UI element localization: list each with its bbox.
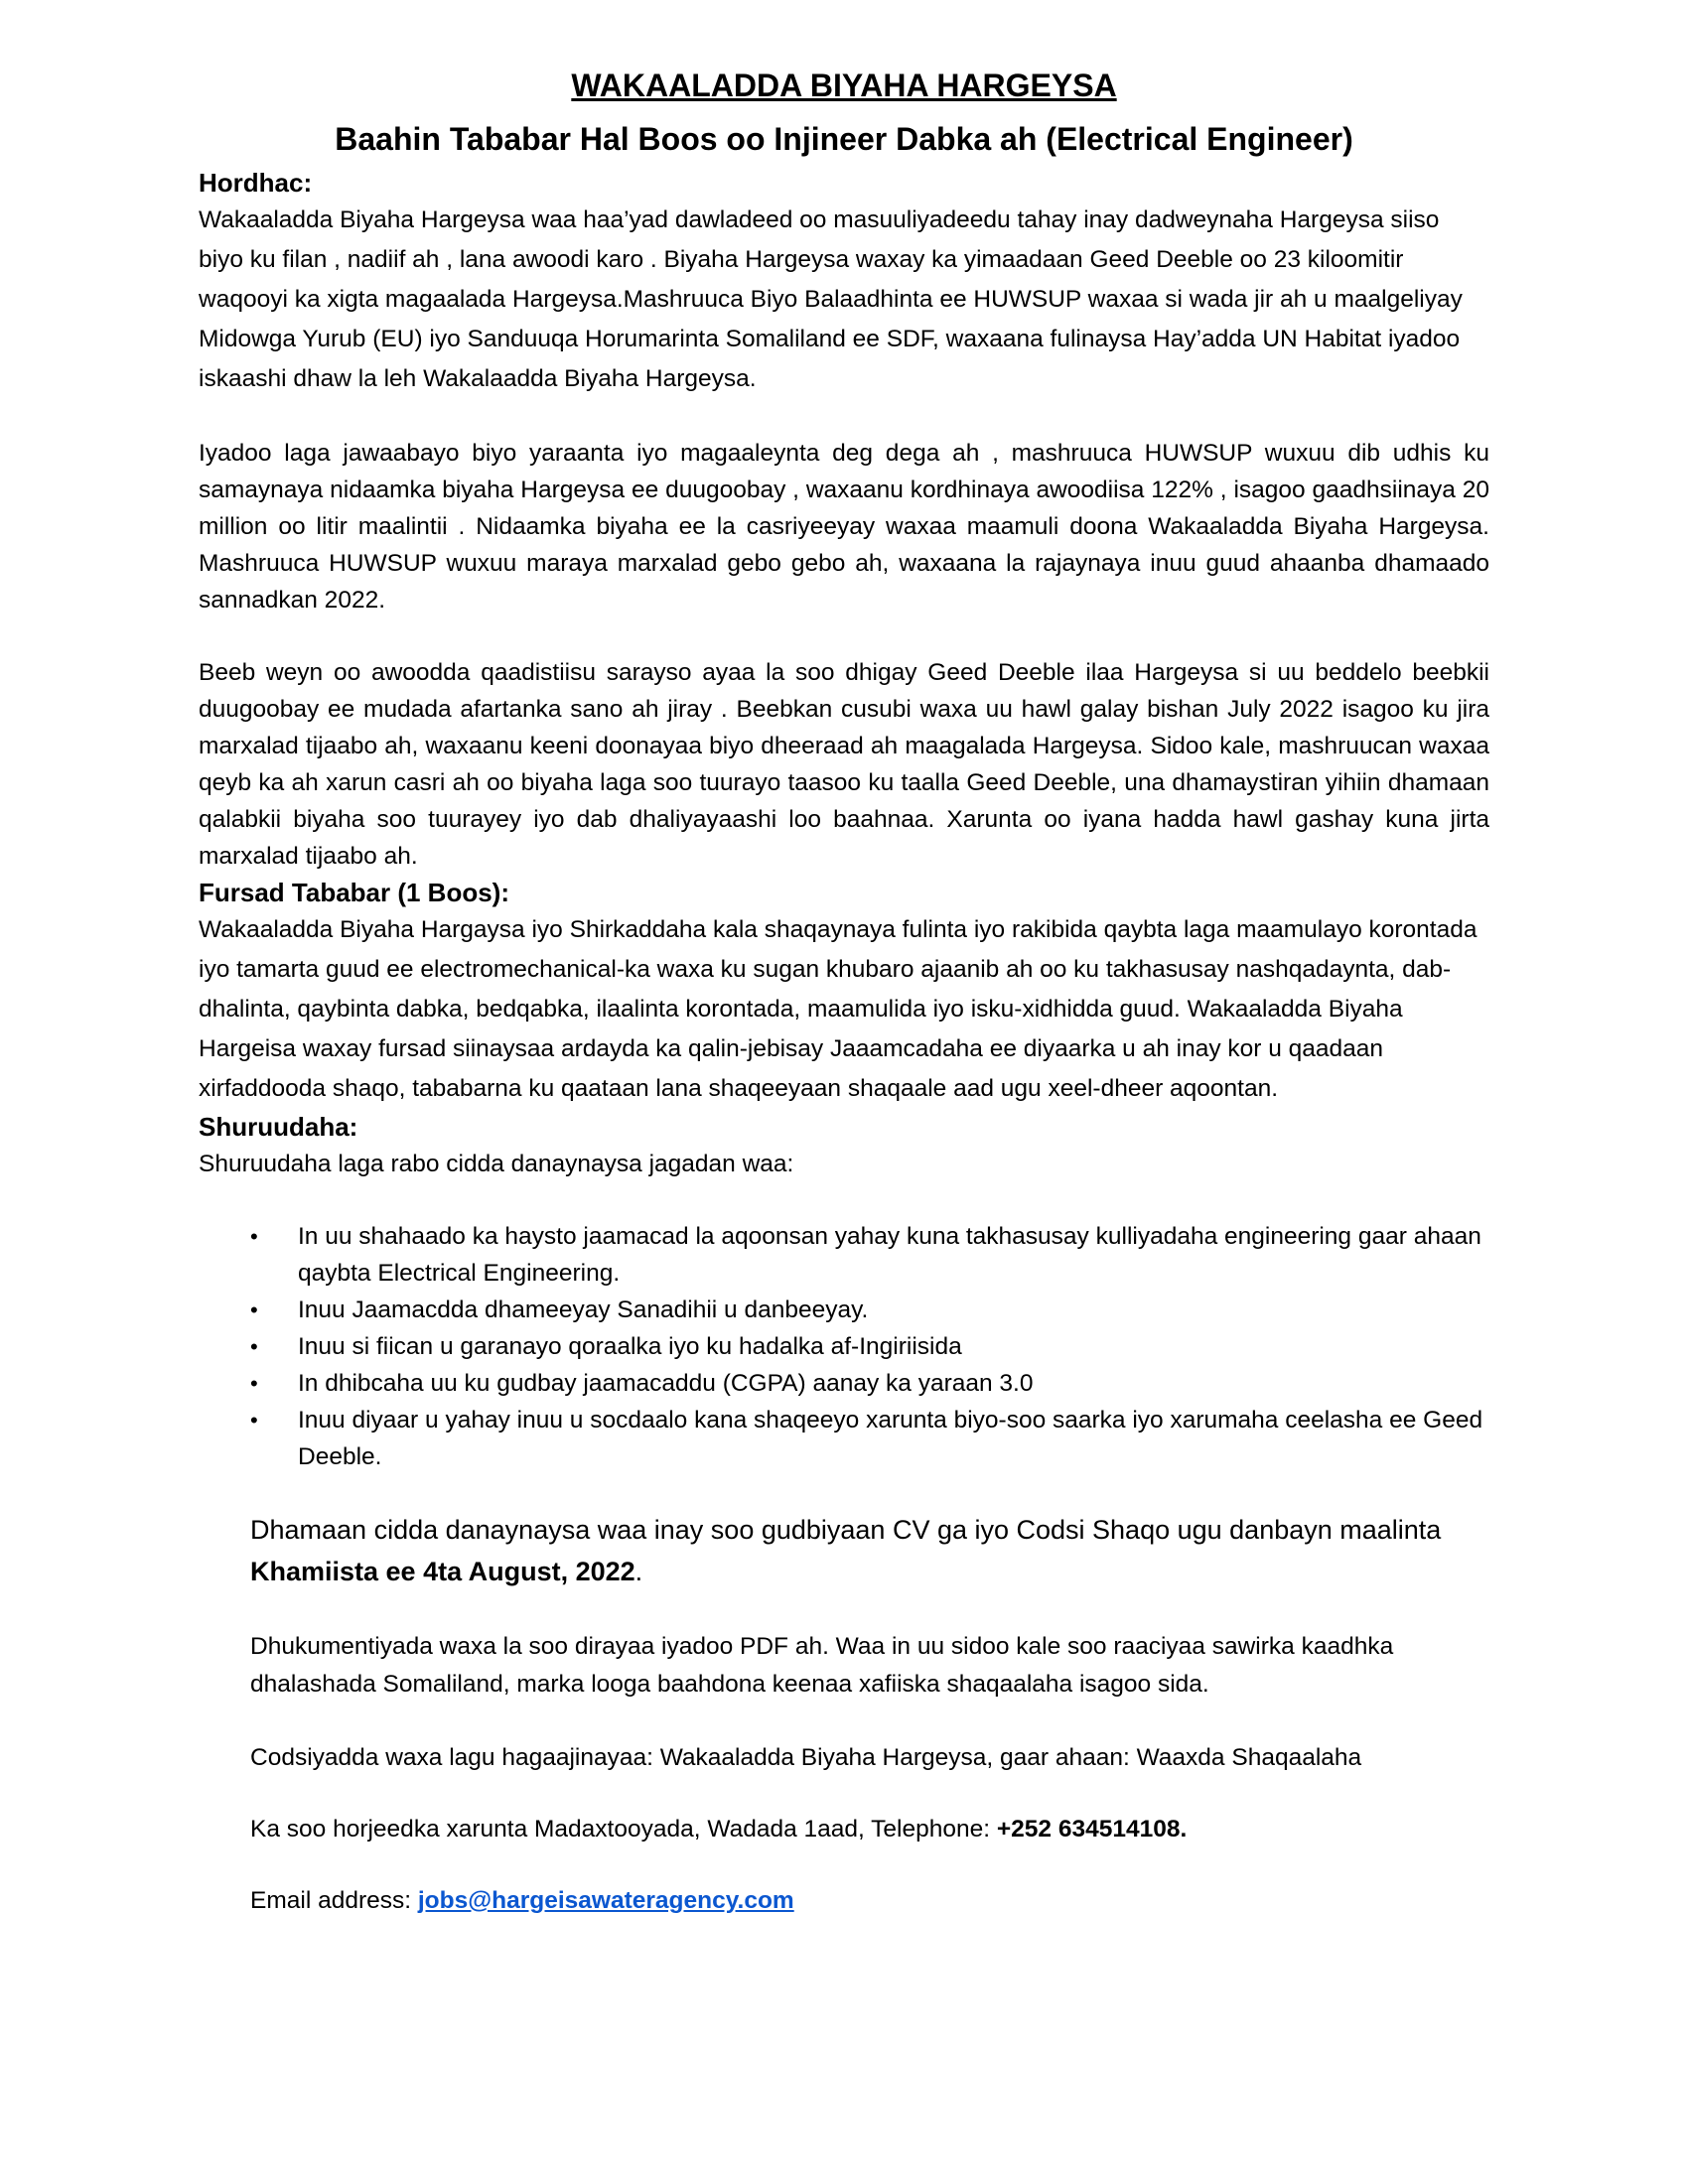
deadline-date: Khamiista ee 4ta August, 2022: [250, 1557, 635, 1586]
spacer: [250, 1475, 1489, 1509]
document-title: WAKAALADDA BIYAHA HARGEYSA: [571, 68, 1117, 103]
opportunity-paragraph: Wakaaladda Biyaha Hargaysa iyo Shirkaddaha kala shaqaynaya fulinta iyo rakibida qaybta laga maamulayo korontada iyo tamarta guud ee electromechanical-ka waxa ku sugan khubaro ajaanib ah oo ku takhasusay nashqadaynta, dab-dhalinta, qaybinta dabka, bedqabka, ilaalinta korontada, maamulida iyo isku-xidhidda guud. Wakaaladda Biyaha Hargeisa waxay fursad siinaysaa ardayda ka qalin-jebisay Jaaamcadaha ee diyaarka u ah inay kor u qaadaan xirfaddooda shaqo, tababarna ku qaataan lana shaqeeyaan shaqaale aad ugu xeel-dheer aqoontan.: [199, 916, 1477, 1102]
spacer: [250, 1704, 1489, 1739]
closing-section: [199, 1475, 1489, 1920]
deadline-end: .: [634, 1557, 643, 1586]
requirement-text: Inuu diyaar u yahay inuu u socdaalo kana shaqeeyo xarunta biyo-soo saarka iyo xarumaha ceelasha ee Geed Deeble.: [298, 1407, 1483, 1470]
requirement-text: Inuu si fiican u garanayo qoraalka iyo ku hadalka af-Ingiriisida: [298, 1333, 962, 1360]
list-item: [250, 1328, 1489, 1365]
documents-paragraph: Dhukumentiyada waxa la soo dirayaa iyadoo PDF ah. Waa in uu sidoo kale soo raaciyaa sawirka kaadhka dhalashada Somaliland, marka looga baahdona keenaa xafiiska shaqaalaha isagoo sida.: [250, 1633, 1394, 1698]
email-link[interactable]: jobs@hargeisawateragency.com: [417, 1887, 794, 1914]
list-item: [250, 1218, 1489, 1292]
bullet-icon: •: [250, 1297, 258, 1322]
intro-paragraph-1: Wakaaladda Biyaha Hargeysa waa haa’yad dawladeed oo masuuliyadeedu tahay inay dadweynaha Hargeysa siiso biyo ku filan , nadiif ah , lana awoodi karo . Biyaha Hargeysa waxay ka yimaadaan Geed Deeble oo 23 kiloomitir waqooyi ka xigta magaalada Hargeysa.Mashruuca Biyo Balaadhinta ee HUWSUP waxaa si wada jir ah u maalgeliyay Midowga Yurub (EU) iyo Sanduuqa Horumarinta Somaliland ee SDF, waxaana fulinaysa Hay’adda UN Habitat iyadoo iskaashi dhaw la leh Wakalaadda Biyaha Hargeysa.: [199, 206, 1463, 392]
requirement-text: Inuu Jaamacdda dhameeyay Sanadihii u danbeeyay.: [298, 1297, 869, 1323]
opportunity-heading: Fursad Tababar (1 Boos):: [199, 878, 510, 907]
requirement-text: In dhibcaha uu ku gudbay jaamacaddu (CGPA) aanay ka yaraan 3.0: [298, 1370, 1034, 1397]
requirement-text: In uu shahaado ka haysto jaamacad la aqoonsan yahay kuna takhasusay kulliyadaha engineering gaar ahaan qaybta Electrical Engineering.: [298, 1223, 1481, 1287]
intro-paragraph-3: Beeb weyn oo awoodda qaadistiisu sarayso ayaa la soo dhigay Geed Deeble ilaa Hargeysa si uu beddelo beebkii duugoobay ee mudada afartanka sano ah jiray . Beebkan cusubi waxa uu hawl galay bishan July 2022 isagoo ku jira marxalad tijaabo ah, waxaanu keeni doonayaa biyo dheeraad ah maagalada Hargeysa. Sidoo kale, mashruucan waxaa qeyb ka ah xarun casri ah oo biyaha laga soo tuurayo taasoo ku taalla Geed Deeble, una dhamaystiran yihiin dhamaan qalabkii biyaha soo tuurayey iyo dab dhaliyayaashi loo baahnaa. Xarunta oo iyana hadda hawl gashay kuna jirta marxalad tijaabo ah.: [199, 659, 1489, 870]
phone-number: +252 634514108.: [996, 1816, 1188, 1843]
bullet-icon: •: [250, 1371, 258, 1396]
requirements-list: [199, 1218, 1489, 1475]
list-item: [250, 1402, 1489, 1475]
requirements-intro: Shuruudaha laga rabo cidda danaynaysa jagadan waa:: [199, 1151, 794, 1177]
spacer: [250, 1848, 1489, 1882]
intro-heading: Hordhac:: [199, 168, 313, 198]
spacer: [199, 618, 1489, 654]
document-subtitle: Baahin Tababar Hal Boos oo Injineer Dabka ah (Electrical Engineer): [335, 121, 1353, 157]
deadline-text: Dhamaan cidda danaynaysa waa inay soo gudbiyaan CV ga iyo Codsi Shaqo ugu danbayn maalinta: [250, 1515, 1442, 1545]
location-text: Ka soo horjeedka xarunta Madaxtooyada, Wadada 1aad, Telephone:: [250, 1816, 997, 1843]
list-item: [250, 1292, 1489, 1328]
bullet-icon: •: [250, 1224, 258, 1249]
spacer: [250, 1592, 1489, 1628]
bullet-icon: •: [250, 1334, 258, 1359]
email-paragraph: [250, 1882, 1489, 1920]
requirements-heading: Shuruudaha:: [199, 1112, 358, 1142]
bullet-icon: •: [250, 1408, 258, 1433]
email-label: Email address:: [250, 1887, 418, 1914]
address-paragraph: Codsiyadda waxa lagu hagaajinayaa: Wakaaladda Biyaha Hargeysa, gaar ahaan: Waaxda Shaqaalaha: [250, 1744, 1362, 1771]
spacer: [250, 1777, 1489, 1811]
spacer: [199, 399, 1489, 435]
deadline-paragraph: [250, 1509, 1489, 1592]
intro-paragraph-2: Iyadoo laga jawaabayo biyo yaraanta iyo magaaleynta deg dega ah , mashruuca HUWSUP wuxuu dib udhis ku samaynaya nidaamka biyaha Hargeysa ee duugoobay , waxaanu kordhinaya awoodiisa 122% , isagoo gaadhsiinaya 20 million oo litir maalintii . Nidaamka biyaha ee la casriyeeyay waxaa maamuli doona Wakaaladda Biyaha Hargeysa. Mashruuca HUWSUP wuxuu maraya marxalad gebo gebo ah, waxaana la rajaynaya inuu guud ahaanba dhamaado sannadkan 2022.: [199, 440, 1489, 614]
list-item: [250, 1365, 1489, 1402]
location-paragraph: [250, 1811, 1489, 1848]
